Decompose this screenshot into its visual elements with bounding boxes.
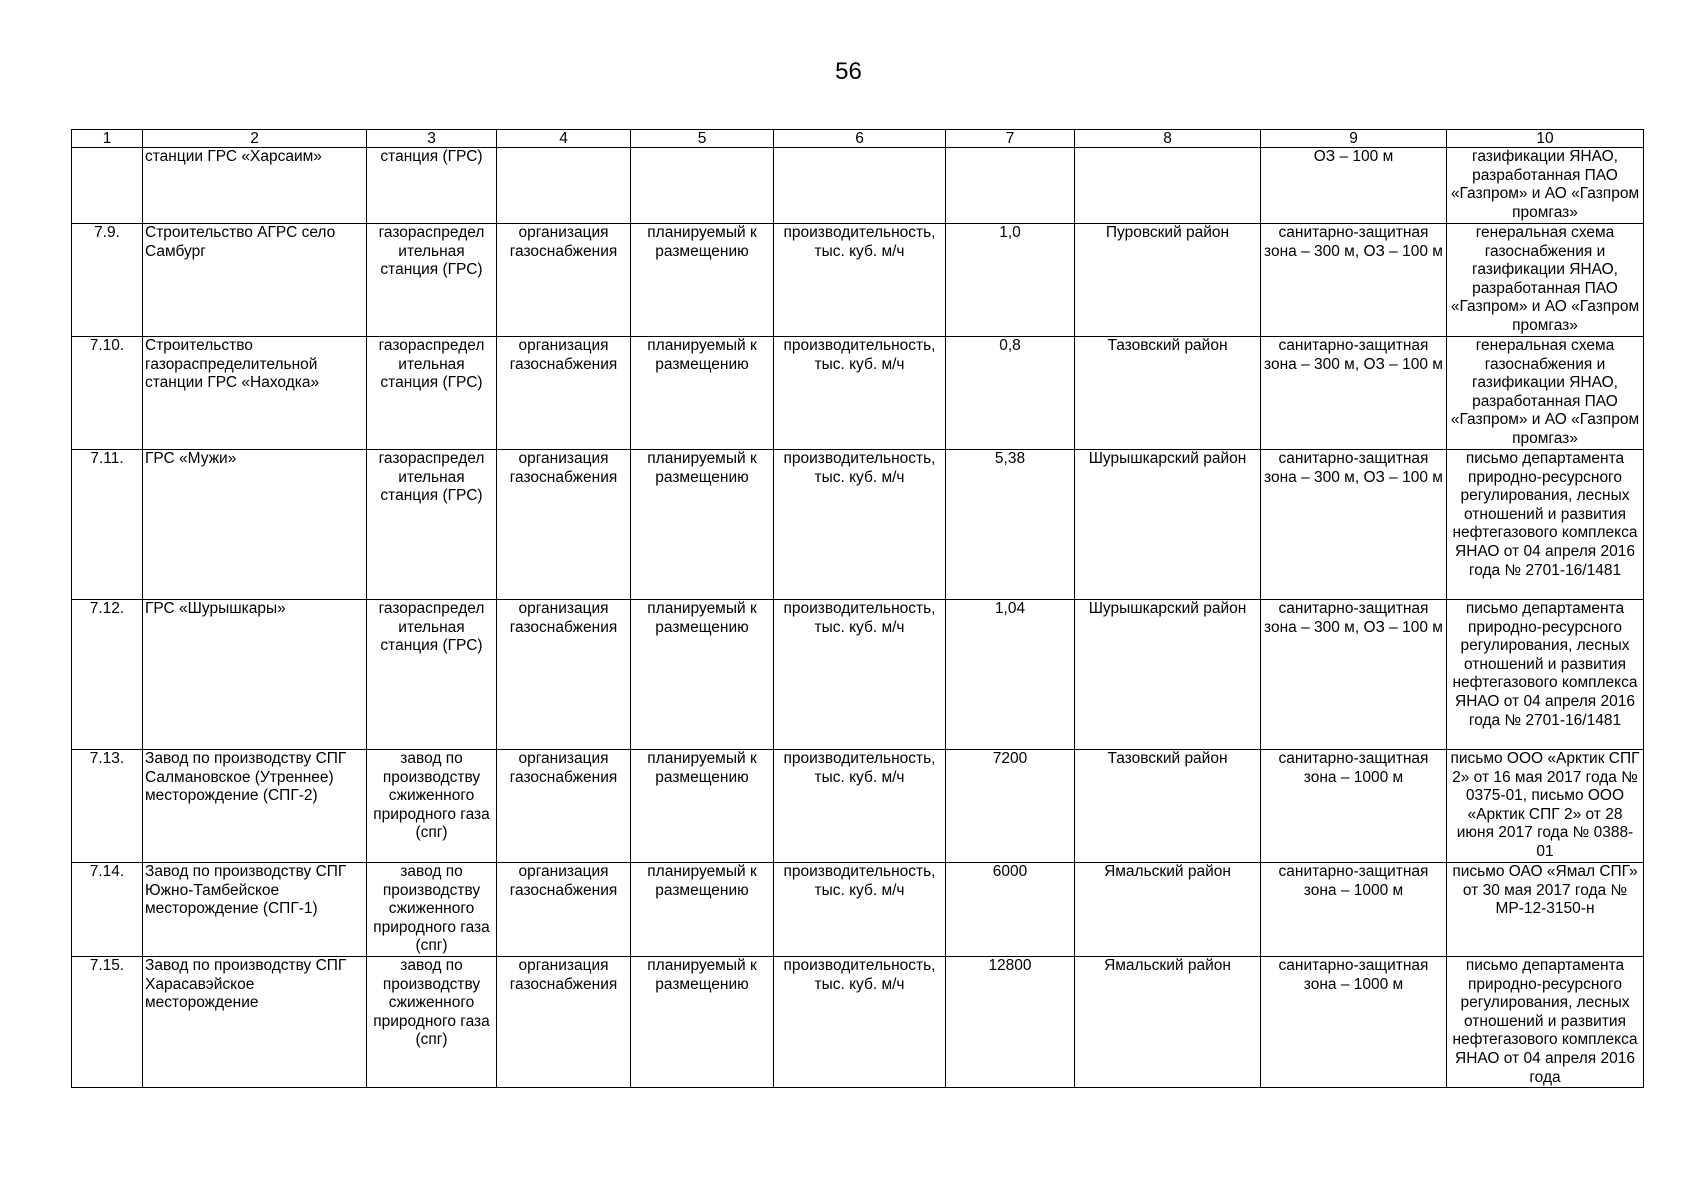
object-purpose: организация газоснабжения <box>497 450 631 600</box>
parameter-value: 0,8 <box>946 337 1075 450</box>
parameter-value: 6000 <box>946 863 1075 957</box>
object-name: Строительство АГРС село Самбург <box>143 224 367 337</box>
protection-zone: санитарно-защитная зона – 1000 м <box>1261 863 1447 957</box>
protection-zone: ОЗ – 100 м <box>1261 148 1447 224</box>
objects-table <box>71 129 1644 1088</box>
basis-document: генеральная схема газоснабжения и газификации ЯНАО, разработанная ПАО «Газпром» и АО «Газпром промгаз» <box>1447 337 1644 450</box>
object-status <box>631 148 774 224</box>
header-cell: 10 <box>1447 130 1644 148</box>
object-name: Завод по производству СПГ Харасавэйское месторождение <box>143 957 367 1088</box>
protection-zone: санитарно-защитная зона – 1000 м <box>1261 750 1447 863</box>
row-number: 7.14. <box>72 863 143 957</box>
basis-document: газификации ЯНАО, разработанная ПАО «Газпром» и АО «Газпром промгаз» <box>1447 148 1644 224</box>
object-parameter: производительность, тыс. куб. м/ч <box>774 450 946 600</box>
object-location: Шурышкарский район <box>1075 450 1261 600</box>
header-cell: 6 <box>774 130 946 148</box>
object-status: планируемый к размещению <box>631 863 774 957</box>
object-status: планируемый к размещению <box>631 750 774 863</box>
object-name: станции ГРС «Харсаим» <box>143 148 367 224</box>
object-purpose <box>497 148 631 224</box>
object-name: Завод по производству СПГ Южно-Тамбейское месторождение (СПГ-1) <box>143 863 367 957</box>
object-parameter: производительность, тыс. куб. м/ч <box>774 957 946 1088</box>
table-row <box>72 863 1644 957</box>
object-type: газораспредел ительная станция (ГРС) <box>367 450 497 600</box>
header-cell: 8 <box>1075 130 1261 148</box>
table-row <box>72 750 1644 863</box>
object-location: Ямальский район <box>1075 957 1261 1088</box>
table-row <box>72 224 1644 337</box>
object-parameter <box>774 148 946 224</box>
object-type: станция (ГРС) <box>367 148 497 224</box>
object-location <box>1075 148 1261 224</box>
object-location: Тазовский район <box>1075 337 1261 450</box>
basis-document: генеральная схема газоснабжения и газификации ЯНАО, разработанная ПАО «Газпром» и АО «Газпром промгаз» <box>1447 224 1644 337</box>
header-cell: 5 <box>631 130 774 148</box>
object-purpose: организация газоснабжения <box>497 957 631 1088</box>
header-cell: 7 <box>946 130 1075 148</box>
header-cell: 1 <box>72 130 143 148</box>
object-parameter: производительность, тыс. куб. м/ч <box>774 337 946 450</box>
header-cell: 3 <box>367 130 497 148</box>
parameter-value <box>946 148 1075 224</box>
row-number: 7.10. <box>72 337 143 450</box>
parameter-value: 1,04 <box>946 600 1075 750</box>
row-number: 7.9. <box>72 224 143 337</box>
parameter-value: 5,38 <box>946 450 1075 600</box>
object-parameter: производительность, тыс. куб. м/ч <box>774 750 946 863</box>
page-number: 56 <box>835 58 862 85</box>
object-status: планируемый к размещению <box>631 450 774 600</box>
object-location: Тазовский район <box>1075 750 1261 863</box>
object-type: газораспредел ительная станция (ГРС) <box>367 224 497 337</box>
basis-document: письмо департамента природно-ресурсного регулирования, лесных отношений и развития нефтегазового комплекса ЯНАО от 04 апреля 2016 года № 2701-16/1481 <box>1447 450 1644 600</box>
object-status: планируемый к размещению <box>631 337 774 450</box>
object-parameter: производительность, тыс. куб. м/ч <box>774 224 946 337</box>
table-row <box>72 600 1644 750</box>
object-purpose: организация газоснабжения <box>497 337 631 450</box>
object-purpose: организация газоснабжения <box>497 224 631 337</box>
basis-document: письмо департамента природно-ресурсного регулирования, лесных отношений и развития нефтегазового комплекса ЯНАО от 04 апреля 2016 года <box>1447 957 1644 1088</box>
object-name: Завод по производству СПГ Салмановское (Утреннее) месторождение (СПГ-2) <box>143 750 367 863</box>
row-number: 7.13. <box>72 750 143 863</box>
basis-document: письмо ООО «Арктик СПГ 2» от 16 мая 2017 года № 0375-01, письмо ООО «Арктик СПГ 2» от 28 июня 2017 года № 0388-01 <box>1447 750 1644 863</box>
table-row <box>72 148 1644 224</box>
object-name: Строительство газораспределительной станции ГРС «Находка» <box>143 337 367 450</box>
header-cell: 2 <box>143 130 367 148</box>
object-type: газораспредел ительная станция (ГРС) <box>367 600 497 750</box>
header-cell: 9 <box>1261 130 1447 148</box>
object-purpose: организация газоснабжения <box>497 600 631 750</box>
object-purpose: организация газоснабжения <box>497 863 631 957</box>
object-status: планируемый к размещению <box>631 224 774 337</box>
header-row <box>72 130 1644 148</box>
protection-zone: санитарно-защитная зона – 300 м, ОЗ – 100 м <box>1261 224 1447 337</box>
protection-zone: санитарно-защитная зона – 300 м, ОЗ – 100 м <box>1261 450 1447 600</box>
object-type: газораспредел ительная станция (ГРС) <box>367 337 497 450</box>
protection-zone: санитарно-защитная зона – 300 м, ОЗ – 100 м <box>1261 600 1447 750</box>
parameter-value: 12800 <box>946 957 1075 1088</box>
row-number: 7.12. <box>72 600 143 750</box>
object-status: планируемый к размещению <box>631 600 774 750</box>
object-parameter: производительность, тыс. куб. м/ч <box>774 863 946 957</box>
row-number: 7.15. <box>72 957 143 1088</box>
table-row <box>72 957 1644 1088</box>
object-type: завод по производству сжиженного природного газа (спг) <box>367 957 497 1088</box>
table-row <box>72 450 1644 600</box>
parameter-value: 1,0 <box>946 224 1075 337</box>
parameter-value: 7200 <box>946 750 1075 863</box>
object-location: Шурышкарский район <box>1075 600 1261 750</box>
row-number <box>72 148 143 224</box>
protection-zone: санитарно-защитная зона – 1000 м <box>1261 957 1447 1088</box>
basis-document: письмо ОАО «Ямал СПГ» от 30 мая 2017 года № МР-12-3150-н <box>1447 863 1644 957</box>
object-type: завод по производству сжиженного природного газа (спг) <box>367 863 497 957</box>
object-name: ГРС «Мужи» <box>143 450 367 600</box>
object-status: планируемый к размещению <box>631 957 774 1088</box>
object-location: Пуровский район <box>1075 224 1261 337</box>
row-number: 7.11. <box>72 450 143 600</box>
object-purpose: организация газоснабжения <box>497 750 631 863</box>
basis-document: письмо департамента природно-ресурсного регулирования, лесных отношений и развития нефтегазового комплекса ЯНАО от 04 апреля 2016 года № 2701-16/1481 <box>1447 600 1644 750</box>
protection-zone: санитарно-защитная зона – 300 м, ОЗ – 100 м <box>1261 337 1447 450</box>
table-row <box>72 337 1644 450</box>
object-type: завод по производству сжиженного природного газа (спг) <box>367 750 497 863</box>
object-name: ГРС «Шурышкары» <box>143 600 367 750</box>
object-location: Ямальский район <box>1075 863 1261 957</box>
header-cell: 4 <box>497 130 631 148</box>
object-parameter: производительность, тыс. куб. м/ч <box>774 600 946 750</box>
